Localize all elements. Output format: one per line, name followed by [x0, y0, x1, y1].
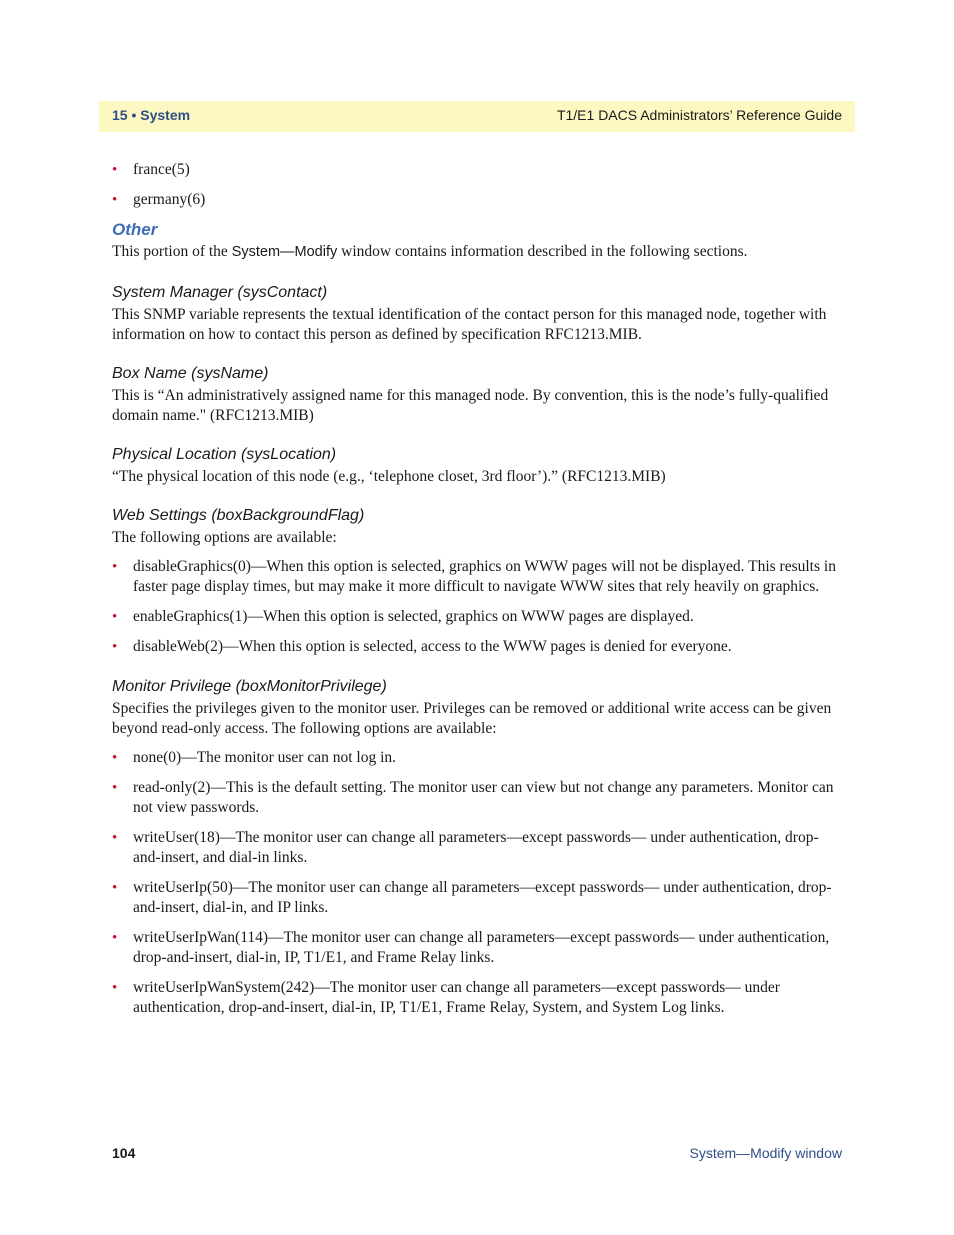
- list-item: • writeUserIp(50)—The monitor user can change all parameters—except passwords— under authentication, drop-and-insert, dial-in, and IP links.: [112, 879, 832, 916]
- syslocation-body: “The physical location of this node (e.g., ‘telephone closet, 3rd floor’).” (RFC1213.MIB): [112, 468, 666, 485]
- web-settings-body: The following options are available:: [112, 529, 337, 546]
- guide-title: T1/E1 DACS Administrators’ Reference Guide: [556, 107, 842, 123]
- bullet-icon: •: [112, 192, 118, 208]
- section-title-other: Other: [112, 220, 158, 239]
- list-item: • read-only(2)—This is the default setting. The monitor user can view but not change any parameters. Monitor can not view passwords.: [112, 779, 834, 816]
- subsection-title-web-settings: Web Settings (boxBackgroundFlag): [112, 507, 365, 524]
- bullet-icon: •: [112, 980, 118, 996]
- syscontact-body: This SNMP variable represents the textual identification of the contact person for this managed node, together with information on how to contact this person as defined by specification RFC1213.MIB.: [112, 306, 827, 343]
- list-item: • none(0)—The monitor user can not log in.: [112, 749, 397, 766]
- bullet-icon: •: [112, 162, 118, 178]
- subsection-title-monitor-privilege: Monitor Privilege (boxMonitorPrivilege): [112, 678, 387, 695]
- bullet-icon: •: [112, 830, 118, 846]
- list-item: • france(5): [112, 161, 190, 178]
- sysname-body: This is “An administratively assigned name for this managed node. By convention, this is the node’s fully-qualified domain name." (RFC1213.MIB): [112, 387, 829, 424]
- bullet-icon: •: [112, 609, 118, 625]
- subsection-title-syslocation: Physical Location (sysLocation): [112, 446, 337, 463]
- other-intro: This portion of the System—Modify window contains information described in the following sections.: [112, 243, 748, 260]
- bullet-icon: •: [112, 880, 118, 896]
- window-name: System—Modify: [231, 244, 338, 260]
- bullet-icon: •: [112, 639, 118, 655]
- bullet-icon: •: [112, 780, 118, 796]
- footer-section-title: System—Modify window: [689, 1145, 842, 1161]
- web-settings-options: [112, 557, 844, 657]
- list-item: • disableWeb(2)—When this option is selected, access to the WWW pages is denied for everyone.: [112, 638, 732, 655]
- bullet-icon: •: [112, 559, 118, 575]
- list-item: • writeUserIpWanSystem(242)—The monitor user can change all parameters—except passwords— under authentication, drop-and-insert, dial-in, IP, T1/E1, Frame Relay, System, and System Log links.: [112, 979, 780, 1016]
- list-item: • writeUser(18)—The monitor user can change all parameters—except passwords— under authentication, drop-and-insert, and dial-in links.: [112, 829, 819, 866]
- bullet-icon: •: [112, 930, 118, 946]
- monitor-privilege-options: [112, 748, 844, 1018]
- monitor-privilege-body: Specifies the privileges given to the monitor user. Privileges can be removed or additional write access can be given beyond read-only access. The following options are available:: [112, 700, 832, 737]
- subsection-title-syscontact: System Manager (sysContact): [112, 284, 328, 301]
- list-item: • disableGraphics(0)—When this option is selected, graphics on WWW pages will not be displayed. This results in faster page display times, but may make it more difficult to navigate WWW sites that rely heavily on graphics.: [112, 558, 836, 595]
- bullet-icon: •: [112, 750, 118, 766]
- country-list: [112, 160, 844, 210]
- chapter-label: 15 • System: [112, 107, 191, 123]
- page-content: [112, 160, 844, 1028]
- page-number: 104: [112, 1145, 136, 1161]
- list-item: • germany(6): [112, 191, 206, 208]
- list-item: • enableGraphics(1)—When this option is selected, graphics on WWW pages are displayed.: [112, 608, 694, 625]
- list-item: • writeUserIpWan(114)—The monitor user can change all parameters—except passwords— under authentication, drop-and-insert, dial-in, IP, T1/E1, and Frame Relay links.: [112, 929, 830, 966]
- running-header: [99, 101, 855, 132]
- subsection-title-sysname: Box Name (sysName): [112, 365, 269, 382]
